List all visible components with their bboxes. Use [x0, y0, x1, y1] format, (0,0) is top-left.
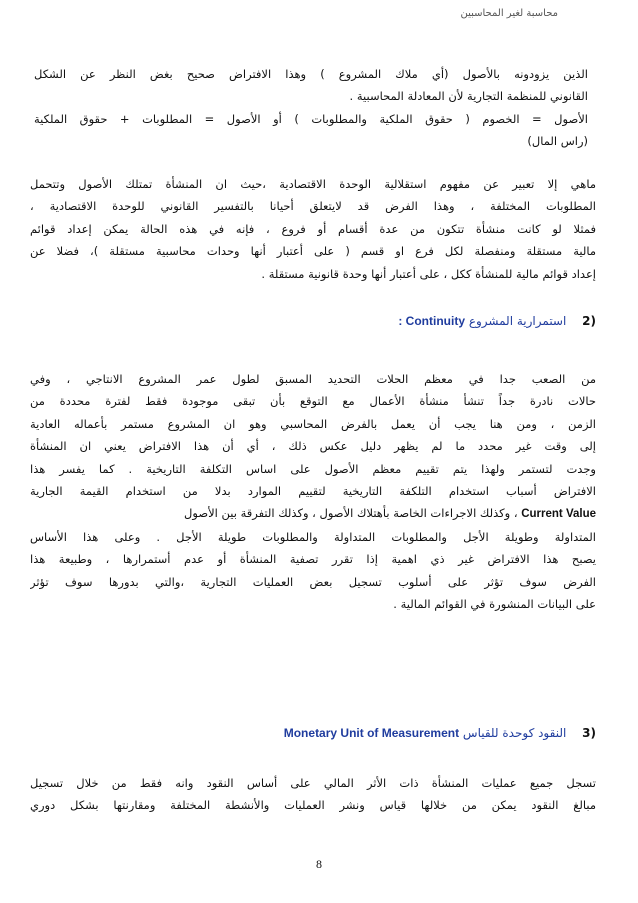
section-title-english: Continuity : [398, 314, 465, 328]
section-number: (3 [582, 726, 596, 740]
text-line: الافتراض أسباب استخدام التلكفة التاريخية لتقييم الموارد بدلا من استخدام القيمة الجارية [30, 484, 596, 499]
section-number: (2 [582, 314, 596, 328]
paragraph-continuity [30, 368, 596, 615]
english-term: Current Value [521, 508, 596, 521]
running-header: محاسبة لغير المحاسبين [460, 8, 558, 19]
section-heading-continuity [398, 314, 596, 328]
text-line: (راس المال) [527, 134, 588, 149]
text-line: فمثلا لو كانت منشأة تتكون من عدة أقسام أو فروع ، فإنه في هذه الحالة يمكن إعداد قوائم [30, 221, 596, 236]
text-line: إعداد قوائم مالية للمنشأة ككل ، على أعتبار أنها وحدة قانونية مستقلة . [261, 266, 596, 281]
paragraph-entity-concept [30, 173, 596, 285]
text-line: الذين يزودونه بالأصول (أي ملاك المشروع ) وهذا الافتراض صحيح بغض النظر عن الشكل [34, 67, 588, 81]
text-line: من الصعب جدا في معظم الحلات التحديد المسبق لطول عمر المشروع الانتاجي ، وفي [30, 372, 596, 386]
paragraph-entity-continued [34, 63, 588, 153]
text-line: وجدت لتستمر ولهذا يتم تقييم معظم الأصول على اساس التكلفة التاريخية . كما يفسر هذا [30, 461, 596, 476]
text-line: مالية مستقلة ومنفصلة لكل فرع او قسم ( على أعتبار أنها وحدات محاسبية مستقلة )، فضلا عن [30, 244, 596, 259]
text-line: إلى وقت غير محدد ما لم يظهر دليل عكس ذلك ، أي أن هذا الافتراض يعني ان المنشأة [30, 439, 596, 454]
text-fragment: ، وكذلك الاجراءات الخاصة بأهتلاك الأصول ، وكذلك التفرقة بين الأصول [184, 506, 522, 521]
accounting-equation: الأصول = الخصوم ( حقوق الملكية والمطلوبات ) أو الأصول = المطلوبات + حقوق الملكية [34, 111, 588, 126]
section-title-arabic: النقود كوحدة للقياس [462, 726, 567, 740]
text-line: الفرض سوف تؤثر على أسلوب تسجيل بعض العمليات التجارية ،والتي بدورها سوف تؤثر [30, 574, 596, 589]
text-line: الزمن ، ومن هنا يجب أن يعمل بالفرض المحاسبي وهو ان المشروع مستمر بأعماله العادية [30, 416, 596, 431]
page-number: 8 [316, 857, 322, 871]
text-line: القانوني للمنظمة التجارية لأن المعادلة المحاسبية . [349, 89, 588, 104]
text-line: حالات نادرة جداً تنشأ منشأة الأعمال مع التوقع بأن تبقى موجودة فقط لفترة محددة من [30, 394, 596, 409]
text-line: مبالغ النقود يمكن من خلالها قياس ونشر العمليات والأنشطة المختلفة ومقارنتها بشكل دوري [30, 798, 596, 813]
text-line: المطلوبات المختلفة ، وهذا الفرض قد لايتعلق أحيانا بالتفسير القانوني للوحدة الاقتصادية ، [30, 199, 596, 214]
paragraph-monetary-unit [30, 772, 596, 817]
section-heading-monetary-unit [284, 726, 596, 740]
text-line-mixed [30, 502, 596, 525]
text-line: تسجل جميع عمليات المنشأة ذات الأثر المالي على أساس النقود وانه فقط من خلال تسجيل [30, 776, 596, 790]
section-title-english: Monetary Unit of Measurement [283, 726, 460, 740]
text-line: المتداولة وطويلة الأجل والمطلوبات المتداولة والمطلوبات طويلة الأجل . وعلى هذا الأساس [30, 529, 596, 544]
text-line: ماهي إلا تعبير عن مفهوم استقلالية الوحدة الاقتصادية ،حيث ان المنشأة تمتلك الأصول وتتحمل [30, 177, 596, 191]
section-title-arabic: استمرارية المشروع [468, 314, 567, 328]
text-line: على البيانات المنشورة في القوائم المالية . [393, 597, 596, 612]
text-line: يصبح هذا الافتراض غير ذي اهمية إذا تقرر تصفية المنشأة أو عدم أستمرارها ، وطبيعة هذا [30, 552, 596, 567]
